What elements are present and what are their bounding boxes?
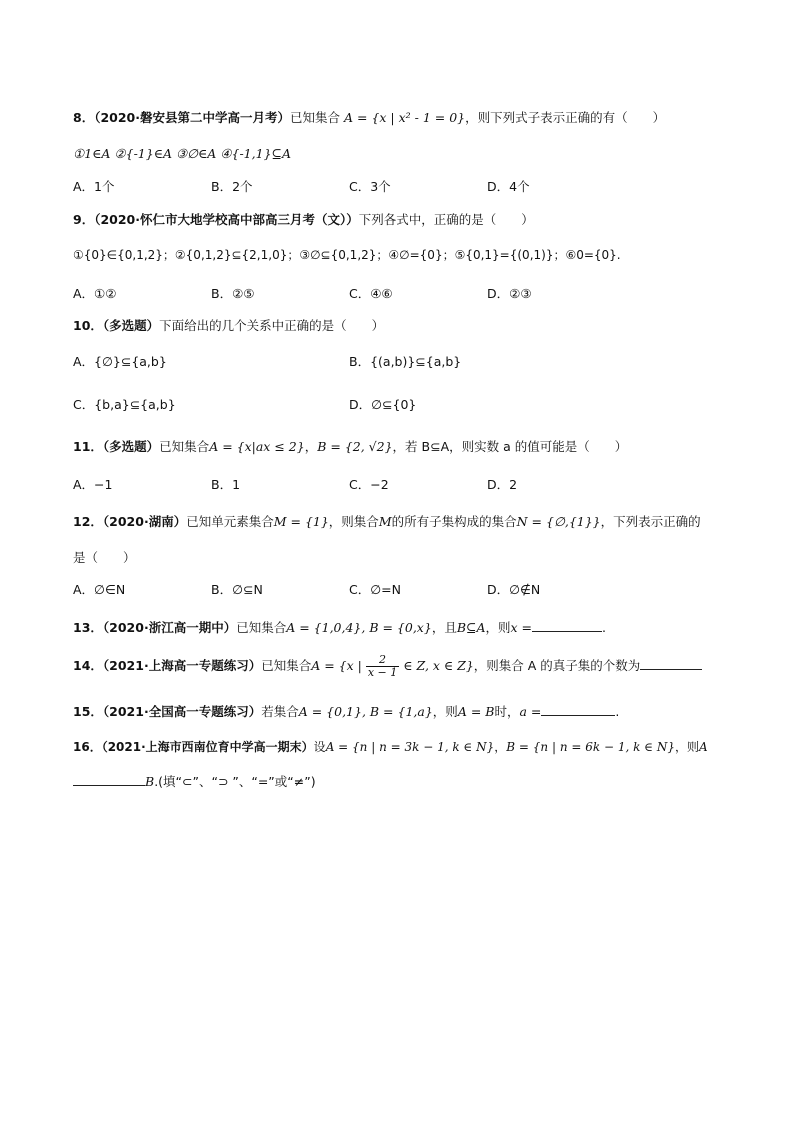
- variable: A: [699, 740, 708, 754]
- question-text: ，则集合: [328, 514, 379, 529]
- option-c: C．3个: [349, 179, 391, 194]
- option-b: B．{(a,b)}⊆{a,b}: [349, 354, 462, 369]
- period: .: [602, 620, 607, 635]
- question-source: （2021·全国高一专题练习）: [102, 704, 262, 719]
- set-expression: B = {n | n = 6k − 1, k ∈ N}: [506, 740, 676, 754]
- option-a: A．−1: [73, 477, 113, 492]
- question-number: 12．: [73, 514, 103, 529]
- question-9: [73, 210, 534, 228]
- question-number: 9．: [73, 212, 95, 227]
- fraction-denominator: x − 1: [367, 666, 398, 679]
- relation: B⊆A: [456, 620, 486, 635]
- question-source: （2020·磐安县第二中学高一月考）: [94, 110, 290, 125]
- question-11: [73, 437, 627, 455]
- set-expression: A = {x | x² - 1 = 0}: [344, 110, 466, 125]
- option-a: A．{∅}⊆{a,b}: [73, 354, 167, 369]
- option-b: B．1: [211, 477, 241, 492]
- question-10: [73, 316, 384, 334]
- answer-label: x =: [510, 620, 533, 635]
- question-text: 下列各式中，正确的是（ ）: [358, 212, 534, 227]
- question-text: 已知集合: [159, 439, 210, 454]
- question-source: （2020·湖南）: [102, 514, 187, 529]
- option-b: B．∅⊆N: [211, 582, 263, 597]
- question-text: 时，: [494, 704, 520, 719]
- option-d: D．②③: [487, 286, 532, 301]
- option-d: D．∅∉N: [487, 582, 541, 597]
- question-source: （2020·浙江高一期中）: [102, 620, 237, 635]
- set-expression: A = {1,0,4}, B = {0,x}: [286, 620, 432, 635]
- answer-blank[interactable]: [541, 703, 615, 716]
- relation: A = B: [457, 704, 495, 719]
- variable: B: [145, 774, 155, 789]
- option-c: C．∅=N: [349, 582, 401, 597]
- option-b: B．②⑤: [211, 286, 255, 301]
- question-source: （2021·上海高一专题练习）: [102, 658, 262, 673]
- fraction-numerator: 2: [366, 654, 399, 667]
- question-number: 16．: [73, 740, 102, 754]
- question-16-continued: [73, 772, 316, 790]
- answer-blank[interactable]: [532, 619, 602, 632]
- answer-blank[interactable]: [640, 657, 702, 670]
- question-number: 13．: [73, 620, 103, 635]
- answer-blank[interactable]: [73, 773, 145, 786]
- set-expression-start: A = {x |: [311, 658, 362, 673]
- question-text: ，若 B⊆A，则实数 a 的值可能是（ ）: [392, 439, 628, 454]
- question-number: 8．: [73, 110, 95, 125]
- option-c: C．−2: [349, 477, 389, 492]
- question-text: ，: [494, 740, 507, 754]
- question-text: 已知单元素集合: [186, 514, 274, 529]
- question-source: （2020·怀仁市大地学校高中部高三月考（文））: [94, 212, 359, 227]
- option-a: A．1个: [73, 179, 115, 194]
- question-text: ，则下列式子表示正确的有（ ）: [465, 110, 666, 125]
- answer-label: a =: [519, 704, 542, 719]
- option-a: A．∅∈N: [73, 582, 126, 597]
- question-12: [73, 512, 701, 530]
- question-number: 14．: [73, 658, 103, 673]
- question-text: 设: [313, 740, 326, 754]
- question-text: ，则: [432, 704, 458, 719]
- option-c: C．{b,a}⊆{a,b}: [73, 397, 176, 412]
- question-text: 已知集合: [261, 658, 312, 673]
- question-text: 已知集合: [290, 110, 341, 125]
- option-b: B．2个: [211, 179, 253, 194]
- question-text: ，下列表示正确的: [600, 514, 701, 529]
- question-number: 11．: [73, 439, 103, 454]
- question-number: 10．: [73, 318, 103, 333]
- question-source: （2021·上海市西南位育中学高一期末）: [101, 740, 314, 754]
- option-d: D．∅⊆{0}: [349, 397, 417, 412]
- question-14: [73, 654, 702, 679]
- variable: M: [378, 514, 392, 529]
- fraction: [366, 654, 399, 679]
- set-expression-end: ∈ Z, x ∈ Z}: [403, 658, 474, 673]
- question-15: [73, 702, 619, 720]
- question-text: 的所有子集构成的集合: [391, 514, 517, 529]
- option-a: A．①②: [73, 286, 117, 301]
- period: .: [615, 704, 620, 719]
- question-text: .(填“⊂”、“⊃ ”、“=”或“≠”): [154, 774, 316, 789]
- question-text: ，且: [431, 620, 457, 635]
- option-d: D．4个: [487, 179, 530, 194]
- question-source: （多选题）: [102, 439, 160, 454]
- question-text: 已知集合: [236, 620, 287, 635]
- question-text: ，: [304, 439, 318, 454]
- set-expression: A = {n | n = 3k − 1, k ∈ N}: [325, 740, 495, 754]
- question-9-statements: ①{0}∈{0,1,2}；②{0,1,2}⊆{2,1,0}；③∅⊆{0,1,2}；④∅={0}；⑤{0,1}={(0,1)}；⑥0={0}.: [73, 248, 621, 262]
- question-8: [73, 108, 665, 126]
- option-d: D．2: [487, 477, 518, 492]
- set-expression: A = {x|ax ≤ 2}: [209, 439, 305, 454]
- option-c: C．④⑥: [349, 286, 393, 301]
- question-text: ，则集合 A 的真子集的个数为: [473, 658, 641, 673]
- question-16: [73, 738, 708, 755]
- set-expression: A = {0,1}, B = {1,a}: [298, 704, 433, 719]
- set-expression: M = {1}: [273, 514, 329, 529]
- set-expression: N = {∅,{1}}: [516, 514, 601, 529]
- question-text: 若集合: [261, 704, 299, 719]
- question-12-continued: 是（ ）: [73, 550, 136, 565]
- question-text: ，则: [675, 740, 700, 754]
- question-text: 下面给出的几个关系中正确的是（ ）: [159, 318, 385, 333]
- question-8-statements: ①1∈A ②{-1}∈A ③∅∈A ④{-1,1}⊆A: [73, 146, 292, 161]
- question-13: [73, 618, 606, 636]
- question-source: （多选题）: [102, 318, 160, 333]
- set-expression: B = {2, √2}: [317, 439, 393, 454]
- question-text: ，则: [485, 620, 511, 635]
- question-number: 15．: [73, 704, 103, 719]
